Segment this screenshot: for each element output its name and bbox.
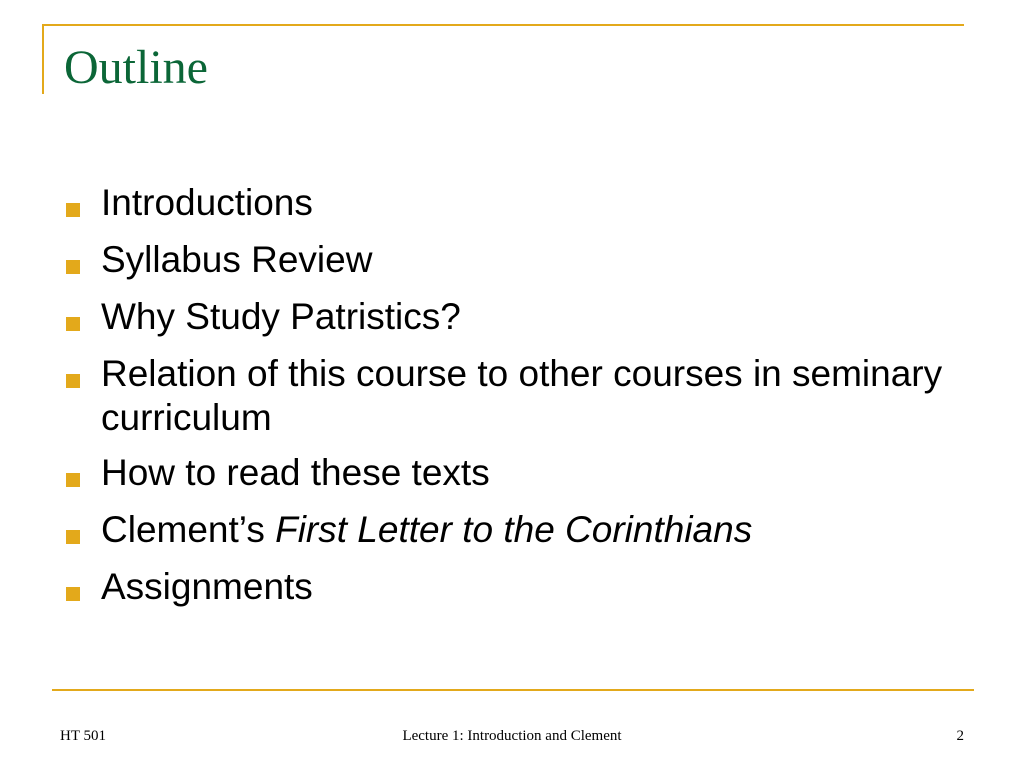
left-rule	[42, 24, 44, 94]
square-bullet-icon	[66, 203, 80, 217]
bullet-text: Clement’s	[101, 509, 276, 550]
bullet-item-introductions	[66, 181, 946, 225]
top-rule	[42, 24, 964, 26]
square-bullet-icon	[66, 587, 80, 601]
square-bullet-icon	[66, 530, 80, 544]
bullet-list	[66, 181, 946, 622]
footer-lecture-title: Lecture 1: Introduction and Clement	[402, 728, 622, 744]
bullet-text: Assignments	[101, 566, 313, 607]
square-bullet-icon	[66, 374, 80, 388]
bullet-text: Introductions	[101, 182, 313, 223]
footer-course: HT 501	[60, 728, 106, 744]
bullet-text: How to read these texts	[101, 452, 490, 493]
footer-page-number: 2	[956, 728, 964, 744]
footer-rule	[52, 689, 974, 691]
bullet-text-italic-title: First Letter to the Corinthians	[275, 509, 753, 550]
bullet-item-syllabus-review	[66, 238, 946, 282]
square-bullet-icon	[66, 317, 80, 331]
slide-title: Outline	[64, 41, 208, 94]
bullet-text: Relation of this course to other courses in seminary curriculum	[101, 353, 943, 438]
square-bullet-icon	[66, 473, 80, 487]
square-bullet-icon	[66, 260, 80, 274]
bullet-item-clement-letter	[66, 508, 946, 552]
bullet-item-assignments	[66, 565, 946, 609]
bullet-text: Syllabus Review	[101, 239, 373, 280]
bullet-item-relation-of-course	[66, 352, 946, 440]
bullet-item-how-to-read	[66, 451, 946, 495]
bullet-item-why-study-patristics	[66, 295, 946, 339]
bullet-text: Why Study Patristics?	[101, 296, 461, 337]
